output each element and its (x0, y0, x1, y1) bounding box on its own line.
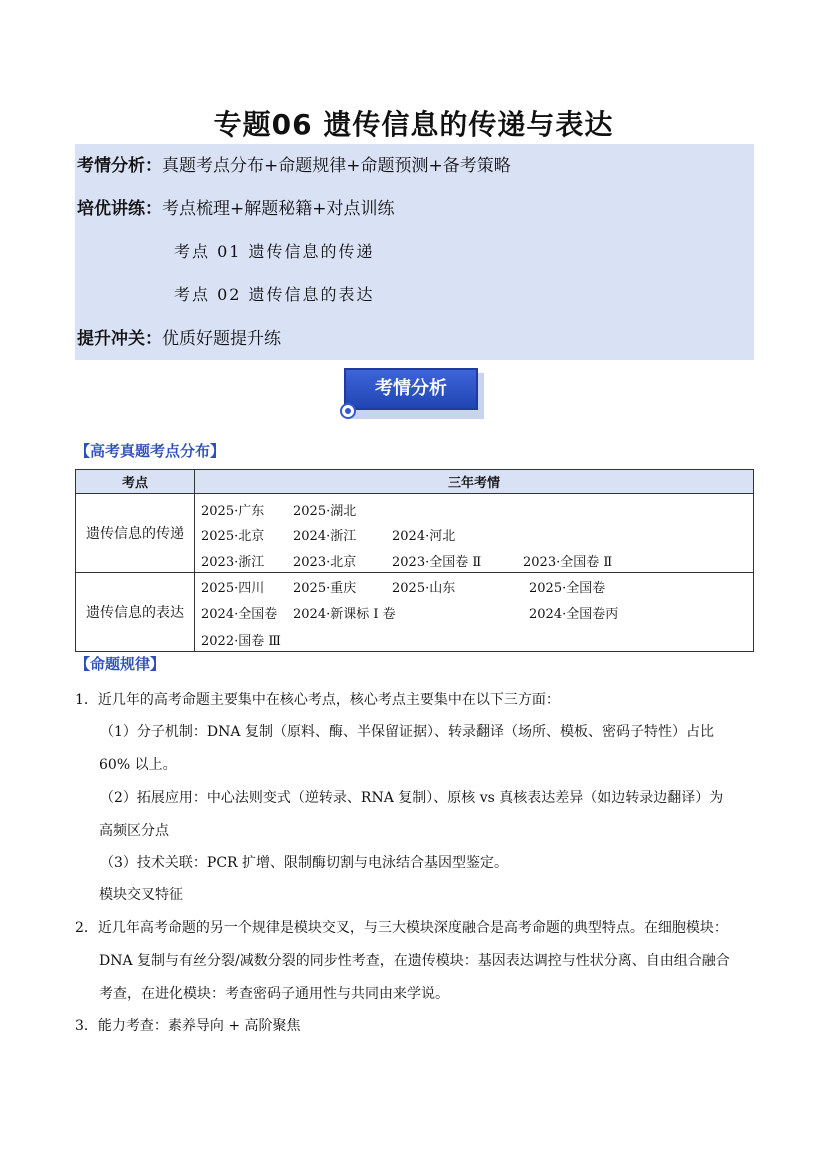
rules-line-7: 模块交叉特征 (99, 887, 183, 903)
exam-tag: 2023·全国卷 Ⅱ (523, 555, 613, 570)
distribution-heading: 【高考真题考点分布】 (75, 442, 226, 460)
rules-line-5: 高频区分点 (99, 823, 169, 839)
toc-boost (77, 329, 281, 349)
rules-line-2: （1）分子机制：DNA 复制（原料、酶、半保留证据）、转录翻译（场所、模板、密码子特性）占比 (100, 724, 714, 740)
rules-line-6: （3）技术关联：PCR 扩增、限制酶切割与电泳结合基因型鉴定。 (100, 855, 509, 871)
rules-line-3: 60% 以上。 (99, 757, 177, 773)
exam-tag: 2025·四川 (201, 581, 265, 596)
rules-heading: 【命题规律】 (75, 655, 166, 673)
exam-tag: 2025·重庆 (293, 581, 357, 596)
section-badge (340, 365, 486, 423)
row-exams (195, 573, 754, 652)
rules-line-8: 2．近几年高考命题的另一个规律是模块交叉，与三大模块深度融合是高考命题的典型特点。在细胞模块： (75, 920, 728, 936)
toc-analysis (77, 156, 511, 176)
toc-analysis-text: 真题考点分布+命题规律+命题预测+备考策略 (162, 156, 511, 176)
exam-tag: 2024·新课标 Ⅰ 卷 (293, 607, 396, 622)
exam-tag: 2025·全国卷 (529, 581, 606, 596)
toc-point-2: 考点 02 遗传信息的表达 (174, 285, 375, 304)
exam-tag: 2025·山东 (392, 581, 456, 596)
rules-line-9: DNA 复制与有丝分裂/减数分裂的同步性考查，在遗传模块：基因表达调控与性状分离、自由组合融合 (99, 953, 730, 969)
rules-line-11: 3．能力考查：素养导向 + 高阶聚焦 (75, 1018, 301, 1034)
distribution-table (75, 469, 754, 652)
table-row (76, 573, 754, 652)
toc-point-1: 考点 01 遗传信息的传递 (174, 242, 375, 261)
rules-line-10: 考查，在进化模块：考查密码子通用性与共同由来学说。 (99, 986, 449, 1002)
badge-dot-icon (340, 403, 356, 419)
exam-tag: 2024·全国卷丙 (529, 607, 619, 622)
badge-label: 考情分析 (344, 368, 478, 410)
toc-boost-text: 优质好题提升练 (162, 329, 281, 349)
toc-training (77, 199, 395, 219)
toc-training-label: 培优讲练： (77, 199, 162, 219)
exam-tag: 2023·北京 (293, 555, 357, 570)
page-title: 专题06 遗传信息的传递与表达 (213, 108, 614, 141)
rules-line-4: （2）拓展应用：中心法则变式（逆转录、RNA 复制）、原核 vs 真核表达差异（如边转录边翻译）为 (100, 790, 724, 806)
row-point: 遗传信息的表达 (76, 573, 195, 652)
exam-tag: 2025·广东 (201, 504, 265, 519)
exam-tag: 2024·浙江 (293, 529, 357, 544)
toc-training-text: 考点梳理+解题秘籍+对点训练 (162, 199, 395, 219)
header-exams: 三年考情 (195, 470, 754, 494)
toc-analysis-label: 考情分析： (77, 156, 162, 176)
exam-tag: 2025·北京 (201, 529, 265, 544)
row-exams (195, 494, 754, 573)
exam-tag: 2024·河北 (392, 529, 456, 544)
toc-boost-label: 提升冲关： (77, 329, 162, 349)
exam-tag: 2025·湖北 (293, 504, 357, 519)
exam-tag: 2023·浙江 (201, 555, 265, 570)
toc-box (75, 144, 754, 360)
table-row (76, 494, 754, 573)
exam-tag: 2023·全国卷 Ⅱ (392, 555, 482, 570)
table-header-row (76, 470, 754, 494)
exam-tag: 2022·国卷 Ⅲ (201, 634, 281, 649)
header-point: 考点 (76, 470, 195, 494)
exam-tag: 2024·全国卷 (201, 607, 278, 622)
row-point: 遗传信息的传递 (76, 494, 195, 573)
rules-line-1: 1．近几年的高考命题主要集中在核心考点，核心考点主要集中在以下三方面： (75, 692, 560, 708)
